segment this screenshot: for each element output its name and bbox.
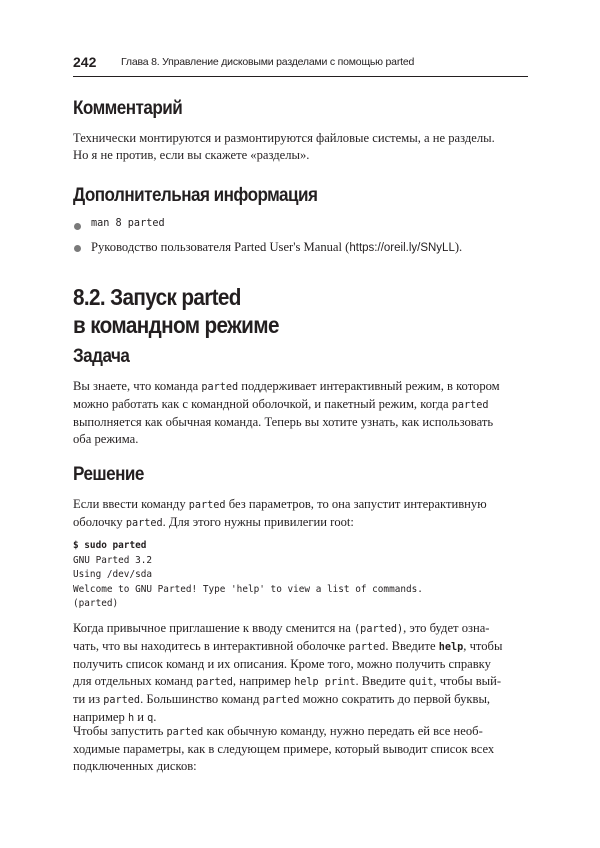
comment-line: Технически монтируются и размонтируются файловые системы, а не разделы. [73, 131, 495, 145]
solution-paragraph-3: Чтобы запустить parted как обычную команду, нужно передать ей все необ- ходимые параметры, как в следующем примере, который выводит список всех подключенных дисков: [73, 724, 495, 773]
task-paragraph: Вы знаете, что команда parted поддерживает интерактивный режим, в котором можно работать как с командной оболочкой, и пакетный режим, когда parted выполняется как обычная команда. Теперь вы хотите узнать, как использовать оба режима. [73, 379, 500, 446]
chapter-title: Глава 8. Управление дисковыми разделами с помощью parted [121, 56, 415, 68]
code-line: (parted) [73, 598, 119, 609]
comment-line: Но я не против, если вы скажете «разделы». [73, 148, 310, 162]
manual-link[interactable]: https://oreil.ly/SNyLL [349, 242, 455, 254]
bullet-icon [74, 245, 81, 252]
code-line: Using /dev/sda [73, 569, 153, 580]
man-page-ref: man 8 parted [91, 218, 165, 229]
solution-paragraph-1: Если ввести команду parted без параметров, то она запустит интерактивную оболочку parted. Для этого нужны привилегии root: [73, 497, 487, 529]
task-heading: Задача [73, 346, 130, 367]
more-info-heading: Дополнительная информация [73, 185, 318, 206]
manual-ref: Руководство пользователя Parted User's Manual (https://oreil.ly/SNyLL). [91, 240, 463, 254]
bullet-icon [74, 223, 81, 230]
comment-paragraph [73, 130, 529, 164]
running-header [73, 54, 528, 77]
section-title: 8.2. Запуск parted в командном режиме [73, 284, 279, 338]
solution-heading: Решение [73, 464, 144, 485]
code-line: GNU Parted 3.2 [73, 554, 153, 566]
code-line: Welcome to GNU Parted! Type 'help' to view a list of commands. [73, 583, 423, 595]
comment-heading: Комментарий [73, 98, 183, 119]
code-line: $ sudo parted [73, 540, 147, 551]
page-number: 242 [73, 54, 97, 70]
code-block [73, 539, 423, 612]
solution-paragraph-2: Когда привычное приглашение к вводу сменится на (parted), это будет озна- чать, что вы находитесь в интерактивной оболочке parted. Введите help, чтобы получить список команд и их описания. Кроме того, можно получить справку для отдельных команд parted, например help print. Введите quit, чтобы вый- ти из parted. Большинство команд parted можно сократить до первой буквы, например h и q. [73, 621, 503, 724]
